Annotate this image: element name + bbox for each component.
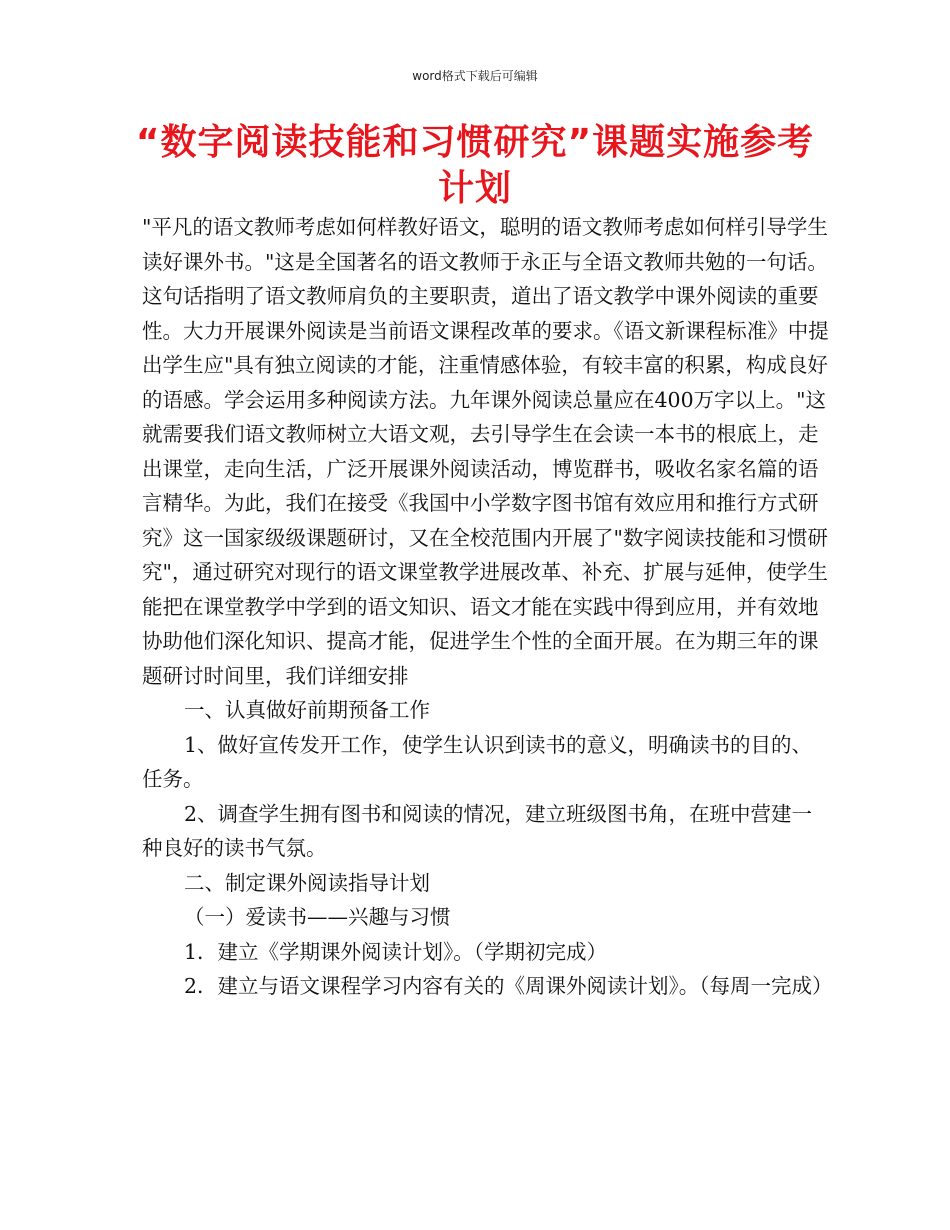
intro-paragraph: "平凡的语文教师考虑如何样教好语文，聪明的语文教师考虑如何样引导学生读好课外书。"这是全国著名的语文教师于永正与全语文教师共勉的一句话。这句话指明了语文教师肩负的主要职责，道出了语文教学中课外阅读的重要性。大力开展课外阅读是当前语文课程改革的要求。《语文新课程标准》中提出学生应"具有独立阅读的才能，注重情感体验，有较丰富的积累，构成良好的语感。学会运用多种阅读方法。九年课外阅读总量应在400万字以上。"这就需要我们语文教师树立大语文观，去引导学生在会读一本书的根底上，走出课堂，走向生活，广泛开展课外阅读活动，博览群书，吸收名家名篇的语言精华。为此，我们在接受《我国中小学数字图书馆有效应用和推行方式研究》这一国家级级课题研讨，又在全校范围内开展了"数字阅读技能和习惯研究"，通过研究对现行的语文课堂教学进展改革、补充、扩展与延伸，使学生能把在课堂教学中学到的语文知识、语文才能在实践中得到应用，并有效地协助他们深化知识、提高才能，促进学生个性的全面开展。在为期三年的课题研讨时间里，我们详细安排 — [142, 215, 829, 688]
list-item: 1、做好宣传发开工作，使学生认识到读书的意义，明确读书的目的、任务。 — [142, 732, 813, 791]
list-item: 2、调查学生拥有图书和阅读的情况，建立班级图书角，在班中营建一种良好的读书气氛。 — [142, 801, 813, 860]
section-heading-2: 二、制定课外阅读指导计划 — [184, 870, 430, 895]
list-item: 2．建立与语文课程学习内容有关的《周课外阅读计划》。（每周一完成） — [184, 974, 833, 998]
document-title: “数字阅读技能和习惯研究”课题实施参考计划 — [135, 122, 815, 209]
list-item: 1．建立《学期课外阅读计划》。（学期初完成） — [184, 939, 608, 964]
section-heading-1: 一、认真做好前期预备工作 — [184, 698, 430, 722]
document-body — [142, 210, 832, 1004]
header-note: word格式下载后可编辑 — [412, 69, 538, 83]
subsection-heading: （一）爱读书——兴趣与习惯 — [184, 905, 451, 929]
